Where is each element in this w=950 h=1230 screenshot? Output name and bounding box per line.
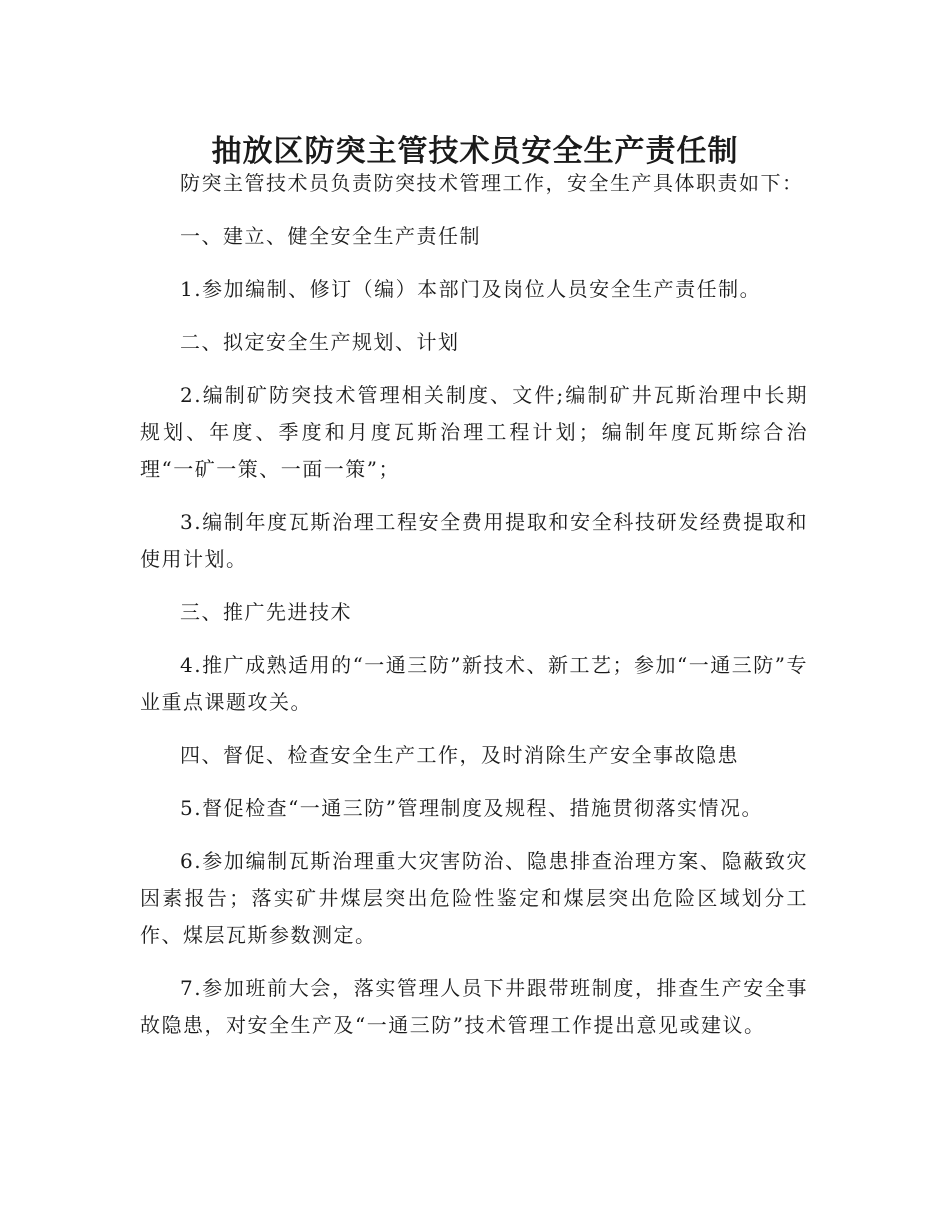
section-heading-2: 二、拟定安全生产规划、计划	[180, 330, 460, 354]
item-paragraph-1: 1.参加编制、修订（编）本部门及岗位人员安全生产责任制。	[180, 277, 762, 301]
section-heading-3: 三、推广先进技术	[180, 600, 352, 624]
section-heading-1: 一、建立、健全安全生产责任制	[180, 224, 481, 248]
item-paragraph-7: 7.参加班前大会，落实管理人员下井跟带班制度，排查生产安全事故隐患，对安全生产及“一通三防”技术管理工作提出意见或建议。	[140, 976, 808, 1037]
item-paragraph-3: 3.编制年度瓦斯治理工程安全费用提取和安全科技研发经费提取和使用计划。	[140, 510, 808, 571]
item-paragraph-5: 5.督促检查“一通三防”管理制度及规程、措施贯彻落实情况。	[180, 796, 764, 820]
document-title: 抽放区防突主管技术员安全生产责任制	[211, 134, 739, 170]
section-heading-4: 四、督促、检查安全生产工作，及时消除生产安全事故隐患	[180, 743, 739, 767]
item-paragraph-4: 4.推广成熟适用的“一通三防”新技术、新工艺；参加“一通三防”专业重点课题攻关。	[140, 653, 808, 714]
intro-paragraph: 防突主管技术员负责防突技术管理工作，安全生产具体职责如下：	[180, 171, 804, 195]
document-body	[140, 165, 808, 1060]
item-paragraph-2: 2.编制矿防突技术管理相关制度、文件;编制矿井瓦斯治理中长期规划、年度、季度和月度瓦斯治理工程计划；编制年度瓦斯综合治理“一矿一策、一面一策”；	[140, 383, 808, 481]
item-paragraph-6: 6.参加编制瓦斯治理重大灾害防治、隐患排查治理方案、隐蔽致灾因素报告；落实矿井煤层突出危险性鉴定和煤层突出危险区域划分工作、煤层瓦斯参数测定。	[140, 849, 808, 947]
